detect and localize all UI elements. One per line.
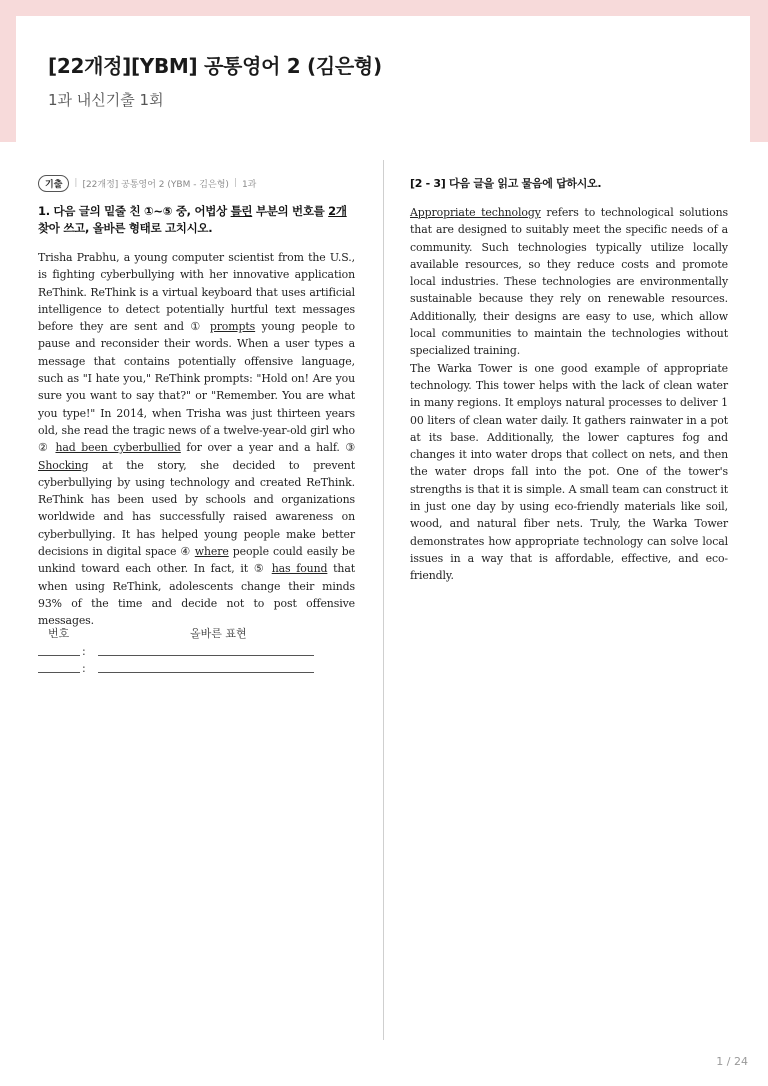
number-blank[interactable]: [38, 672, 80, 673]
paragraph-1: [410, 204, 728, 360]
document-title: [22개정][YBM] 공통영어 2 (김은형): [48, 54, 382, 78]
question-1-passage: [38, 249, 355, 630]
underlined-1: prompts: [209, 320, 256, 334]
answer-expression-label: 올바른 표현: [190, 627, 247, 640]
answer-row: [38, 643, 318, 660]
prompt-text: 찾아 쓰고, 올바른 형태로 고치시오.: [38, 221, 213, 235]
question-2-3-passage: [410, 204, 728, 585]
meta-separator: |: [233, 178, 237, 188]
paragraph-2: The Warka Tower is one good example of appropriate technology. This tower helps with the lack of clean water in many regions. It employs natural processes to deliver 1 00 liters of clean water daily. It gathers rainwater in a pot at its base. Additionally, the lower captures fog and changes it into water drops that collect on nets, and then the water drops fall into the pot. One of the tower's strengths is that it is simple. A small team can construct it in just one day by using eco-friendly materials like soil, wood, and natural fiber nets. Truly, the Warka Tower demonstrates how appropriate technology can solve local issues in a way that is affordable, effective, and eco-friendly.: [410, 361, 728, 583]
page-number: 1 / 24: [716, 1055, 748, 1068]
passage-text: Trisha Prabhu, a young computer scientist from the U.S., is fighting cyberbullying with her innovative application ReThink. ReThink is a virtual keyboard that uses artificial intelligence to detect potentially hurtful text messages before they are sent and: [38, 251, 355, 334]
question-1-prompt: [38, 203, 356, 237]
underlined-5: has found: [271, 562, 328, 576]
marker-3: ③: [345, 441, 355, 455]
answer-number-label: 번호: [48, 627, 70, 640]
underlined-4: where: [194, 545, 229, 559]
answer-table: [38, 625, 318, 677]
column-divider: [383, 160, 384, 1040]
answer-row: [38, 660, 318, 677]
answer-colon: :: [82, 662, 86, 675]
source-tag: 기출: [38, 175, 69, 192]
meta-book: [22개정] 공통영어 2 (YBM - 김은형): [82, 179, 229, 190]
number-blank[interactable]: [38, 655, 80, 656]
marker-1: ①: [190, 320, 204, 334]
meta-lesson: 1과: [241, 179, 257, 190]
prompt-count-emphasis: 2개: [328, 204, 347, 218]
marker-4: ④: [180, 545, 191, 559]
prompt-text: 1. 다음 글의 밑줄 친 ①~⑤ 중, 어법상: [38, 204, 231, 218]
passage-text: that when using ReThink, adolescents change their minds 93% of the time and decide not to post offensive messages.: [38, 562, 355, 628]
expression-blank[interactable]: [98, 672, 314, 673]
paragraph-text: refers to technological solutions that are designed to suitably meet the specific needs of a community. Such technologies typically utilize locally available resources, so they reduce costs and promote local industries. These technologies are environmentally sustainable because they rely on renewable resources. Additionally, their designs are easy to use, which allow local communities to maintain the technologies without specialized training.: [410, 206, 728, 358]
prompt-text: 부분의 번호를: [252, 204, 329, 218]
question-2-3-heading: [2 - 3] 다음 글을 읽고 물음에 답하시오.: [410, 177, 602, 190]
passage-text: for over a year and a half.: [180, 441, 346, 455]
answer-colon: :: [82, 645, 86, 658]
underlined-term: Appropriate technology: [410, 206, 541, 219]
passage-text: at the story, she decided to prevent cyberbullying by using technology and created ReThink. ReThink has been used by schools and organizations worldwide and has successfully raised awareness on cyberbullying. It has helped young people make better decisions in digital space: [38, 458, 355, 559]
header-card: [16, 16, 750, 142]
document-subtitle: 1과 내신기출 1회: [48, 91, 164, 109]
underlined-2: had been cyberbullied: [55, 441, 181, 455]
expression-blank[interactable]: [98, 655, 314, 656]
prompt-wrong-emphasis: 틀린: [230, 204, 253, 218]
marker-2: ②: [38, 441, 50, 455]
meta-separator: |: [74, 178, 78, 188]
question-meta: [38, 175, 256, 191]
passage-text: people could easily be unkind toward each other. In fact, it: [38, 545, 355, 576]
passage-text: young people to pause and reconsider their words. When a user types a message that contains potentially offensive language, such as "I hate you," ReThink prompts: "Hold on! Are you sure you want to say that?" or "Remember. You are what you type!" In 2014, when Trisha was just thirteen years old, she read the tragic news of a twelve-year-old girl who: [38, 320, 355, 437]
marker-5: ⑤: [253, 562, 266, 576]
answer-header: [38, 625, 318, 643]
underlined-3: Shocking: [38, 458, 89, 472]
